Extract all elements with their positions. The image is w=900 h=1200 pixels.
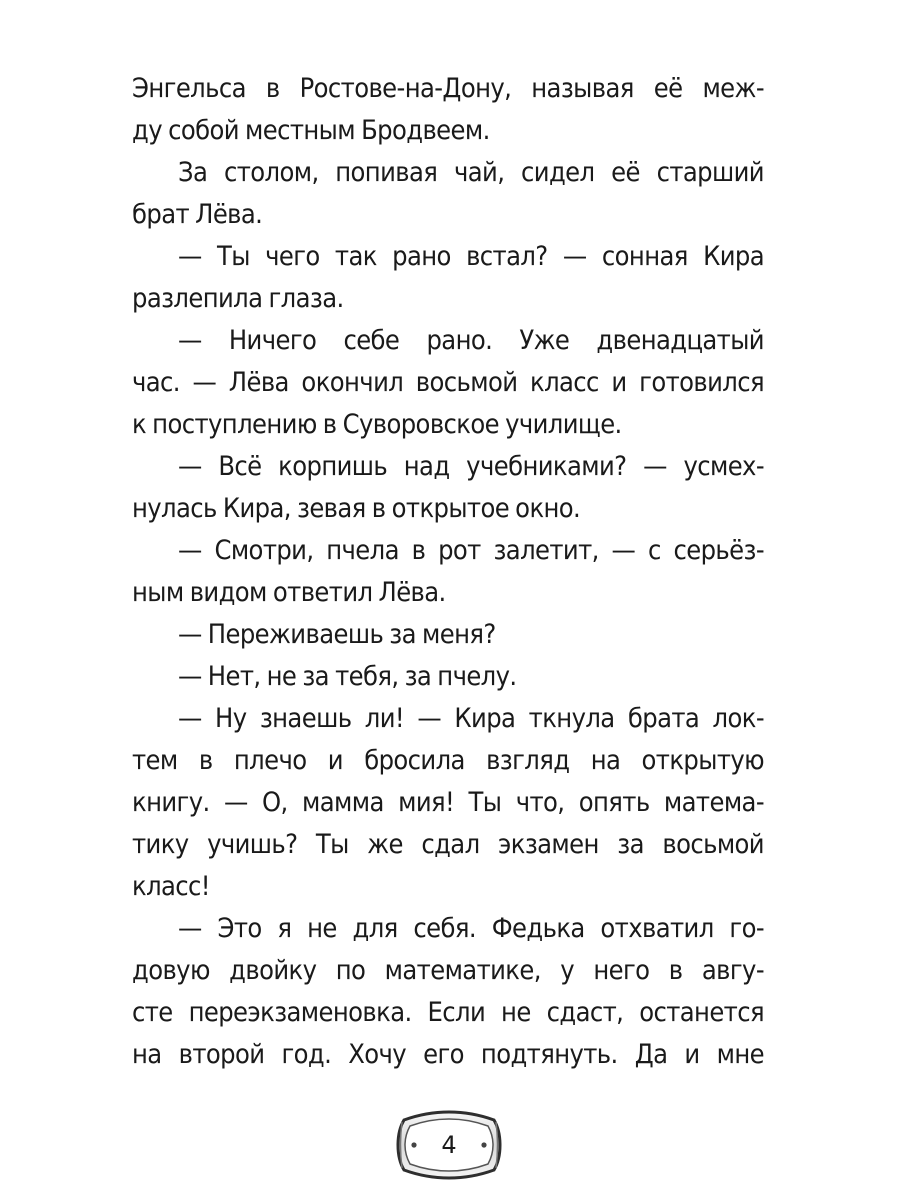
text-line: — Переживаешь за меня?: [178, 619, 496, 650]
text-line: Энгельса в Ростове-на-Дону, называя её меж-: [132, 73, 764, 104]
text-line: разлепила глаза.: [132, 283, 344, 314]
text-line: — Ну знаешь ли! — Кира ткнула брата лок-: [178, 703, 764, 734]
text-line: нулась Кира, зевая в открытое окно.: [132, 493, 581, 524]
text-line: — Всё корпишь над учебниками? — усмех-: [178, 451, 764, 482]
text-line: довую двойку по математике, у него в авгу-: [132, 955, 764, 986]
text-line: тику учишь? Ты же сдал экзамен за восьмой: [132, 829, 764, 860]
text-line: к поступлению в Суворовское училище.: [132, 409, 622, 440]
text-line: — Ты чего так рано встал? — сонная Кира: [178, 241, 764, 272]
text-line: — Это я не для себя. Федька отхватил го-: [178, 913, 764, 944]
text-line: книгу. — О, мамма мия! Ты что, опять матема-: [132, 787, 764, 818]
text-line: сте переэкзаменовка. Если не сдаст, останется: [132, 997, 764, 1028]
text-line: брат Лёва.: [132, 199, 263, 230]
page-number-plaque: [396, 1110, 502, 1180]
text-line: класс!: [132, 871, 210, 902]
text-line: на второй год. Хочу его подтянуть. Да и мне: [132, 1039, 764, 1070]
text-line: ду собой местным Бродвеем.: [132, 115, 490, 146]
text-line: — Ничего себе рано. Уже двенадцатый: [178, 325, 764, 356]
page-number: 4: [441, 1131, 457, 1159]
text-line: — Смотри, пчела в рот залетит, — с серьёз-: [178, 535, 764, 566]
text-line: ным видом ответил Лёва.: [132, 577, 446, 608]
text-line: — Нет, не за тебя, за пчелу.: [178, 661, 517, 692]
text-line: тем в плечо и бросила взгляд на открытую: [132, 745, 764, 776]
text-line: час. — Лёва окончил восьмой класс и готовился: [132, 367, 764, 398]
text-line: За столом, попивая чай, сидел её старший: [178, 157, 764, 188]
body-text: [132, 68, 764, 1076]
